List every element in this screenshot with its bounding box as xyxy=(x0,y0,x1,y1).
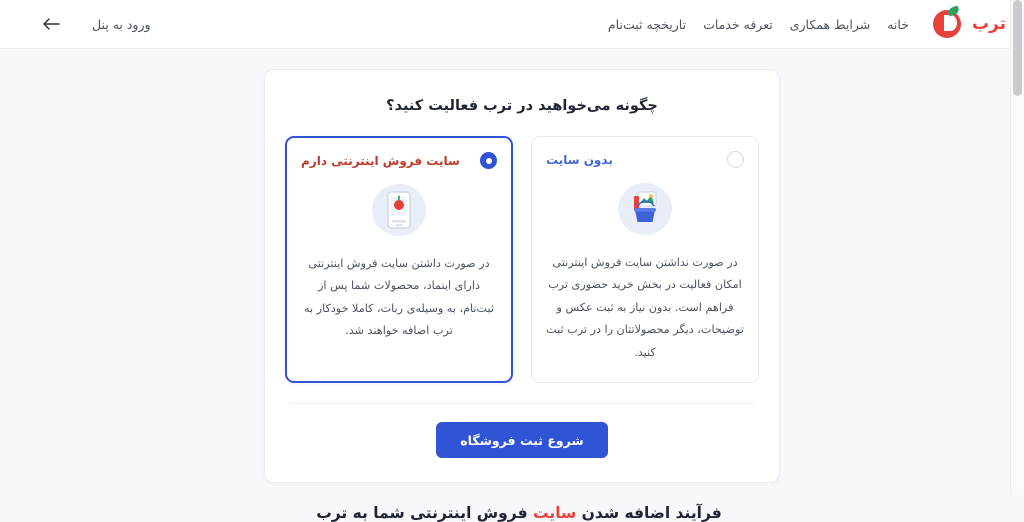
arrow-left-icon[interactable] xyxy=(40,13,62,35)
process-title-before: فرآیند اضافه شدن xyxy=(576,504,722,522)
scrollbar-thumb[interactable] xyxy=(1013,0,1022,96)
brand-logo-group[interactable] xyxy=(931,7,1006,41)
main-nav xyxy=(608,17,909,32)
nav-registration-history[interactable]: تاریخچه ثبت‌نام xyxy=(607,16,687,32)
shopping-basket-illustration-icon xyxy=(614,180,676,238)
option-without-site-label: بدون سایت xyxy=(546,152,613,167)
page-title: چگونه می‌خواهید در ترب فعالیت کنید؟ xyxy=(386,98,658,114)
option-with-site-head xyxy=(301,152,497,169)
nav-service-fees[interactable]: تعرفه خدمات xyxy=(703,16,773,32)
option-without-site[interactable] xyxy=(531,136,759,383)
login-panel-link[interactable]: ورود به پنل xyxy=(92,16,151,32)
page-scrollbar[interactable] xyxy=(1010,0,1024,495)
option-with-site-radio[interactable] xyxy=(480,152,497,169)
process-title-after: فروش اینترنتی شما به ترب xyxy=(316,504,533,522)
process-title-highlight: سایت xyxy=(532,504,577,522)
nav-home[interactable]: خانه xyxy=(887,16,909,32)
option-with-site[interactable] xyxy=(285,136,513,383)
site-header xyxy=(0,0,1024,49)
option-without-site-description: در صورت نداشتن سایت فروش اینترنتی امکان فعالیت در بخش خرید حضوری ترب فراهم است. بدون نیاز به ثبت عکس و توضیحات، دیگر محصولاتتان را در ترب ثبت کنید. xyxy=(546,256,744,359)
torob-apple-logo-icon xyxy=(931,7,965,41)
header-left-group xyxy=(40,13,151,35)
nav-cooperation-terms[interactable]: شرایط همکاری xyxy=(789,16,871,32)
main-content xyxy=(14,49,1024,522)
option-list xyxy=(285,136,759,383)
process-section-title xyxy=(14,504,1024,522)
start-shop-registration-button[interactable]: شروع ثبت فروشگاه xyxy=(436,422,608,458)
brand-name: ترب xyxy=(971,14,1006,34)
option-without-site-radio[interactable] xyxy=(727,151,744,168)
option-without-site-head xyxy=(546,151,744,168)
option-with-site-description: در صورت داشتن سایت فروش اینترنتی دارای اینماد، محصولات شما پس از ثبت‌نام، به وسیله‌ی ربات، کاملا خودکار به ترب اضافه خواهند شد. xyxy=(304,257,494,338)
mobile-shop-illustration-icon xyxy=(368,181,430,239)
activity-type-card xyxy=(264,69,780,483)
cta-wrapper xyxy=(285,404,759,462)
option-with-site-label: سایت فروش اینترنتی دارم xyxy=(301,153,460,168)
